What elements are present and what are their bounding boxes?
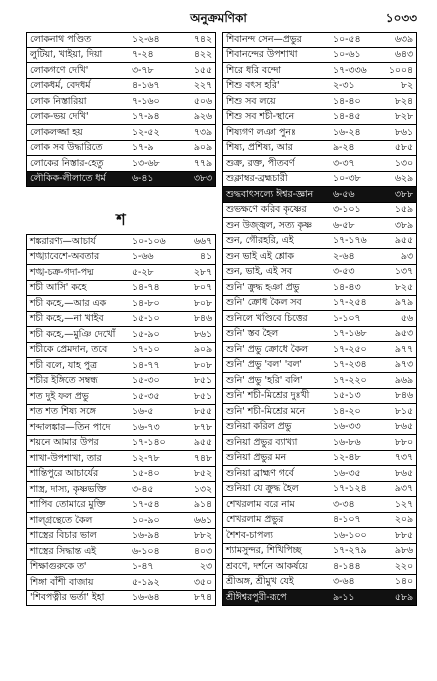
entry-text: শুনি' স্তব হৈল	[226, 328, 279, 340]
entry-reference: ১৬-৬৪	[132, 592, 160, 604]
entry-reference: ১-১০৭	[333, 312, 361, 324]
entry-reference: ১৬-৮৬	[333, 436, 361, 448]
entry-text: শুভক্ষণে করিব কৃষ্ণের	[226, 204, 307, 216]
entry-reference: ৫-১৯২	[132, 576, 160, 588]
entry-text: শাস্ত্রের সিদ্ধান্ত এই	[30, 545, 96, 557]
entry-reference: ৪-১০৭	[333, 514, 361, 526]
entry-text: শ্রীঅঙ্গ, শ্রীমুখ যেই	[226, 576, 294, 588]
entry-page: ৮৫১	[193, 390, 212, 402]
entry-page: ১৪০	[394, 576, 413, 588]
index-entry	[222, 404, 417, 420]
entry-reference: ৭-১৬০	[132, 95, 160, 107]
entry-page: ৮৪৬	[193, 313, 212, 325]
index-entry	[26, 48, 216, 64]
entry-reference: ১৩-৬৮	[132, 157, 160, 169]
index-entry	[222, 466, 417, 482]
index-entry	[222, 265, 417, 281]
entry-reference: ১৬-৫	[132, 406, 154, 418]
right-column	[222, 32, 417, 606]
entry-text: শুক্লাম্বর-ব্রহ্মচারী	[226, 173, 288, 185]
entry-text: শুদ্ধবাৎসল্যে ঈশ্বর-জ্ঞান	[226, 188, 314, 200]
entry-text: শ্রবণে, দর্শনে আকর্ষয়ে	[226, 560, 308, 572]
entry-text: শুনি' প্রভু ক্রোধে কৈল	[226, 343, 308, 355]
index-entry	[222, 544, 417, 560]
entry-page: ৮২	[400, 80, 413, 92]
entry-text: শাখা-উপশাখা, তার	[30, 452, 102, 464]
entry-page: ৮৬১	[394, 126, 413, 138]
entry-page: ৩৮৩	[193, 173, 212, 185]
entry-reference: ১৭-২৫৪	[333, 297, 367, 309]
index-entry	[222, 373, 417, 389]
entry-reference: ৩-৬৪	[333, 576, 355, 588]
entry-page: ৮২৪	[394, 95, 413, 107]
index-entry	[26, 94, 216, 110]
entry-page: ৬৪৩	[394, 49, 413, 61]
entry-reference: ১৭-৯৪	[132, 111, 160, 123]
index-entry	[222, 203, 417, 219]
entry-reference: ১৫-১৩	[333, 390, 361, 402]
index-entry	[26, 498, 216, 514]
entry-page: ৬৩৯	[394, 34, 413, 46]
index-entry	[222, 141, 417, 157]
entry-page: ৮৮০	[394, 436, 413, 448]
index-entry	[222, 63, 417, 79]
index-entry	[26, 296, 216, 312]
entry-text: শিক্ষাগুরুকে ত'	[30, 561, 87, 573]
entry-reference: ১৭-২৫০	[333, 343, 367, 355]
index-entry	[26, 560, 216, 576]
index-entry	[26, 234, 216, 250]
index-entry	[222, 575, 417, 591]
index-entry	[26, 575, 216, 591]
entry-text: শিশু সব লয়ে	[226, 95, 276, 107]
entry-page: ১৫৯	[394, 204, 413, 216]
entry-text: লোকের নিস্তার-হেতু	[30, 157, 104, 169]
index-entry	[26, 312, 216, 328]
entry-reference: ১৭-১৭৬	[333, 235, 367, 247]
index-entry	[222, 94, 417, 110]
entry-page: ১৩৭	[394, 266, 413, 278]
entry-page: ৯৩৭	[394, 483, 413, 495]
entry-reference: ৩-৫৩	[333, 266, 355, 278]
entry-text: শুনিয়া প্রভুর মন	[226, 452, 286, 464]
entry-page: ৯৭৯	[394, 297, 413, 309]
entry-page: ৮২৫	[394, 281, 413, 293]
index-entry	[222, 451, 417, 467]
entry-reference: ১-৬৬	[132, 251, 154, 263]
index-entry	[26, 389, 216, 405]
index-entry	[26, 544, 216, 560]
entry-text: শুন, ভাই, এই সব	[226, 266, 293, 278]
entry-reference: ৬-৫৮	[333, 219, 355, 231]
page-title: অনুক্রমণিকা	[190, 11, 247, 25]
entry-text: শত শত শিষ্য সঙ্গে	[30, 406, 96, 418]
entry-text: শচী কহে,—না খাইব	[30, 313, 104, 325]
entry-text: শুনি' শচী-মিশ্রের মনে	[226, 405, 306, 417]
entry-page: ৭৪৮	[193, 452, 212, 464]
index-entry	[222, 482, 417, 498]
index-entry	[222, 327, 417, 343]
entry-text: শচী কহে,—মুঞি দেখোঁ	[30, 328, 116, 340]
entry-text: লুটিয়া, খাইয়া, দিয়া	[30, 49, 103, 61]
entry-text: শচী কহে,—আর এক	[30, 297, 106, 309]
entry-page: ৯০৯	[193, 142, 212, 154]
entry-page: ৪০৩	[193, 545, 212, 557]
entry-reference: ১৭-১২৪	[333, 483, 367, 495]
index-entry	[26, 63, 216, 79]
index-entry	[26, 529, 216, 545]
entry-reference: ১৬-৩৩	[333, 421, 361, 433]
entry-reference: ১৬-৯৪	[132, 530, 160, 542]
entry-page: ৯৮৬	[394, 545, 413, 557]
index-entry	[26, 374, 216, 390]
entry-reference: ১২-৬৪	[132, 34, 160, 46]
index-entry	[26, 172, 216, 188]
entry-reference: ৬-৪১	[132, 173, 154, 185]
entry-text: লৌকিক-লীলাতে ধর্ম	[30, 173, 106, 185]
entry-text: শাপিব তোমারে মুক্তি	[30, 499, 106, 511]
entry-page: ৩৫০	[193, 576, 212, 588]
index-entry	[26, 405, 216, 421]
entry-text: শঙ্করারণ্য—আচার্য	[30, 236, 96, 248]
entry-page: ২৩	[199, 561, 212, 573]
entry-reference: ৩-১০১	[333, 204, 361, 216]
entry-page: ৯৫৫	[193, 437, 212, 449]
index-entry	[222, 590, 417, 606]
index-entry	[26, 250, 216, 266]
entry-text: শিরে ধরি বন্দো	[226, 64, 281, 76]
index-entry	[26, 467, 216, 483]
section-heading: শ	[116, 210, 126, 229]
entry-text: শেখরলাম বরে নাম	[226, 498, 295, 510]
entry-reference: ২-৬৪	[333, 250, 355, 262]
entry-text: শুনিলে খণ্ডিবে চিত্তের	[226, 312, 308, 324]
index-entry	[222, 156, 417, 172]
index-entry	[222, 172, 417, 188]
entry-page: ৮২৮	[394, 111, 413, 123]
entry-reference: ১০-৩৮	[333, 173, 361, 185]
entry-text: শচীর ইঙ্গিতে সম্বন্ধ	[30, 375, 98, 387]
entry-page: ৮০৭	[193, 282, 212, 294]
entry-page: ৮৪৬	[394, 390, 413, 402]
entry-reference: ১৭-২২০	[333, 374, 367, 386]
entry-reference: ৬-১০৪	[132, 545, 160, 557]
entry-page: ৯৬৯	[394, 374, 413, 386]
entry-text: শঙ্খ্যাবেশে-অবতার	[30, 251, 100, 263]
entry-page: ৯৩	[400, 250, 413, 262]
entry-reference: ১৭-২৩৪	[333, 359, 367, 371]
index-entry	[26, 451, 216, 467]
entry-reference: ৩-৭৮	[132, 64, 154, 76]
entry-reference: ১৭-৯	[132, 142, 154, 154]
entry-page: ৮৫৫	[193, 406, 212, 418]
entry-page: ৮৬৫	[394, 421, 413, 433]
entry-text: শাস্ত্রের বিচার ভাল	[30, 530, 97, 542]
index-entry	[26, 513, 216, 529]
index-entry	[26, 591, 216, 607]
entry-text: শচী আসি' কহে	[30, 282, 87, 294]
entry-reference: ১৭-১৪০	[132, 437, 166, 449]
entry-page: ৫০৬	[193, 95, 212, 107]
entry-reference: ৯-১১	[333, 591, 355, 603]
index-entry	[26, 327, 216, 343]
entry-reference: ১৭-৫৪	[132, 499, 160, 511]
entry-text: শঙ্খ-চক্র-গদা-পদ্ম	[30, 266, 94, 278]
entry-page: ৮৭৮	[193, 421, 212, 433]
index-entry	[222, 559, 417, 575]
entry-text: শব্দালঙ্কার—তিন পাদে	[30, 421, 111, 433]
entry-page: ১৫৫	[193, 64, 212, 76]
entry-text: শুনি' ক্রোধ কৈল সব	[226, 297, 302, 309]
entry-text: শুনি' প্রভু 'বল' 'বল'	[226, 359, 302, 371]
index-entry	[222, 79, 417, 95]
entry-reference: ১৭-২৭৯	[333, 545, 367, 557]
entry-reference: ১৪-৪৫	[333, 111, 361, 123]
entry-text: শুন, গৌরহরি, এই	[226, 235, 294, 247]
entry-text: শাস্ত্র, দাস্য, কৃষ্ণভক্তি	[30, 483, 107, 495]
entry-reference: ১৪-৭৪	[132, 282, 160, 294]
entry-reference: ১০-১০৬	[132, 236, 166, 248]
entry-reference: ৪-১৬৭	[132, 80, 160, 92]
entry-reference: ১৫-৩০	[132, 375, 160, 387]
entry-page: ৯৭৭	[394, 343, 413, 355]
entry-page: ৫৮৫	[394, 142, 413, 154]
index-entry	[26, 436, 216, 452]
entry-page: ৫৬	[400, 312, 413, 324]
entry-page: ৮০৮	[193, 359, 212, 371]
entry-page: ৭৭৯	[193, 157, 212, 169]
entry-page: ২২৭	[193, 80, 212, 92]
index-entry	[222, 280, 417, 296]
entry-text: শ্রীঈশ্বরপুরী-রূপে	[226, 591, 287, 603]
index-entry	[222, 32, 417, 48]
entry-text: 'শিবপত্নীর ভর্তা' ইহা	[30, 592, 105, 604]
entry-page: ১৩২	[193, 483, 212, 495]
entry-reference: ১৪-৭৭	[132, 359, 160, 371]
entry-text: লোক নিস্তারিয়া	[30, 95, 87, 107]
entry-page: ১৩০	[394, 157, 413, 169]
entry-reference: ১৭-৩৩৬	[333, 64, 367, 76]
entry-text: শান্তিপুরে আচার্যের	[30, 468, 99, 480]
entry-reference: ৫-২৮	[132, 266, 154, 278]
index-entry	[222, 513, 417, 529]
entry-text: শয়নে আমার উপর	[30, 437, 99, 449]
entry-page: ২০৯	[394, 514, 413, 526]
entry-page: ১২৭	[394, 498, 413, 510]
entry-text: শচী বলে, যাহ পুত্র	[30, 359, 97, 371]
entry-page: ৮৫২	[193, 468, 212, 480]
entry-reference: ৪-১৪৪	[333, 560, 361, 572]
entry-text: শুন উজ্জ্বল, সত্য কৃষ্ণ	[226, 219, 312, 231]
entry-reference: ১৬-৩৫	[333, 467, 361, 479]
entry-page: ২২০	[394, 560, 413, 572]
entry-reference: ১৫-৪০	[132, 468, 160, 480]
entry-page: ৯৫৫	[394, 235, 413, 247]
entry-page: ৬৬৭	[193, 236, 212, 248]
index-entry	[222, 218, 417, 234]
left-column-top	[26, 32, 216, 187]
entry-reference: ১৫-১০	[132, 313, 160, 325]
entry-page: ৮৮৫	[394, 529, 413, 541]
entry-text: শৈশব-চাপল্য	[226, 529, 273, 541]
index-entry	[222, 234, 417, 250]
index-entry	[26, 482, 216, 498]
entry-reference: ১৪-৪০	[333, 95, 361, 107]
index-entry	[26, 141, 216, 157]
entry-page: ৬২৯	[394, 173, 413, 185]
index-entry	[222, 420, 417, 436]
entry-page: ৯৭৩	[394, 359, 413, 371]
index-entry	[222, 296, 417, 312]
entry-text: শাল্গ্রন্থেতে কৈল	[30, 514, 93, 526]
entry-text: লোকগণে দেখি'	[30, 64, 89, 76]
index-entry	[26, 265, 216, 281]
entry-text: লোকলজ্জা হয়	[30, 126, 83, 138]
entry-page: ৪২২	[193, 49, 212, 61]
entry-reference: ১৫-৩৫	[132, 390, 160, 402]
index-entry	[26, 32, 216, 48]
entry-text: শুক্র, রক্ত, পীতবর্ণ	[226, 157, 295, 169]
entry-reference: ১৫-৯০	[132, 328, 160, 340]
entry-page: ৭৩৭	[394, 452, 413, 464]
entry-page: ৩৮৮	[394, 188, 413, 200]
entry-text: শিবানন্দ সেন—প্রভুর	[226, 34, 302, 46]
entry-page: ৯১৪	[193, 499, 212, 511]
entry-reference: ৩-৩৭	[333, 157, 355, 169]
entry-text: শেখরলাম প্রভুর	[226, 514, 284, 526]
entry-reference: ১৭-১৬৮	[333, 328, 367, 340]
entry-reference: ১৪-৮০	[132, 297, 160, 309]
index-entry	[222, 435, 417, 451]
entry-text: লোক-ভয় দেখি'	[30, 111, 89, 123]
entry-reference: ১৬-৭৩	[132, 421, 160, 433]
entry-page: ৫৮৯	[394, 591, 413, 603]
entry-text: শিবানন্দের উপশাখা	[226, 49, 298, 61]
entry-page: ২৮৭	[193, 266, 212, 278]
entry-reference: ১৬-১০০	[333, 529, 367, 541]
entry-page: ৯৫৩	[394, 328, 413, 340]
entry-text: শুনি' প্রভু 'হরি' বলি'	[226, 374, 303, 386]
entry-text: শুন ভাই এই শ্লোক	[226, 250, 294, 262]
index-entry	[222, 110, 417, 126]
entry-page: ৮৫১	[193, 375, 212, 387]
entry-reference: ১৪-৪৩	[333, 281, 361, 293]
entry-reference: ৩-৪৫	[132, 483, 154, 495]
entry-text: শুনিয়া ব্রাহ্মণ গর্বে	[226, 467, 294, 479]
entry-reference: ২-৩১	[333, 80, 355, 92]
entry-reference: ১২-৪৮	[333, 452, 361, 464]
index-entry	[26, 79, 216, 95]
entry-text: শিষ্যগণ লঞা পুনঃ	[226, 126, 296, 138]
index-entry	[26, 110, 216, 126]
entry-reference: ১০-৬১	[333, 49, 361, 61]
entry-text: শুনি' শচী-মিশ্রের দুঃখী	[226, 390, 310, 402]
index-entry	[222, 187, 417, 203]
entry-text: শুনিয়া প্রভুর ব্যাখ্যা	[226, 436, 298, 448]
entry-page: ৮৬১	[193, 328, 212, 340]
entry-reference: ৭-২৪	[132, 49, 154, 61]
entry-reference: ৯-২৪	[333, 142, 355, 154]
entry-reference: ১২-৫২	[132, 126, 160, 138]
entry-reference: ১০-৯০	[132, 514, 160, 526]
index-entry	[222, 389, 417, 405]
index-entry	[26, 125, 216, 141]
entry-page: ১০০৪	[388, 64, 413, 76]
entry-page: ৬৬১	[193, 514, 212, 526]
index-entry	[222, 342, 417, 358]
entry-text: লোক সব উদ্ধারিতে	[30, 142, 103, 154]
entry-reference: ১৬-২৪	[333, 126, 361, 138]
index-entry	[26, 343, 216, 359]
entry-reference: ১৪-২০	[333, 405, 361, 417]
entry-text: শচীকে প্রেমদান, তবে	[30, 344, 108, 356]
entry-text: শুনিয়া যে ক্রুদ্ধ হৈল	[226, 483, 299, 495]
entry-text: শুনিয়া করিল প্রভু	[226, 421, 292, 433]
index-entry	[222, 249, 417, 265]
entry-reference: ৩-৩৪	[333, 498, 355, 510]
entry-page: ৮০৮	[193, 297, 212, 309]
entry-page: ৮৬৫	[394, 467, 413, 479]
entry-page: ৮৭৪	[193, 592, 212, 604]
entry-reference: ৬-৫৬	[333, 188, 355, 200]
entry-reference: ১-৪৭	[132, 561, 154, 573]
entry-page: ৪১	[199, 251, 212, 263]
entry-text: শ্যামসুন্দর, শিখিপিচ্ছ	[226, 545, 302, 557]
index-entry	[222, 497, 417, 513]
index-entry	[222, 48, 417, 64]
entry-page: ৭৩৯	[193, 126, 212, 138]
entry-text: শিষ্য, প্রশিষ্য, আর	[226, 142, 293, 154]
entry-text: লোকনাথ পণ্ডিত	[30, 34, 91, 46]
index-entry	[222, 125, 417, 141]
entry-reference: ১৭-১০	[132, 344, 160, 356]
entry-text: শত দুই ফল প্রভু	[30, 390, 89, 402]
index-entry	[26, 358, 216, 374]
entry-page: ৯০৯	[193, 344, 212, 356]
index-entry	[26, 156, 216, 172]
index-entry	[222, 358, 417, 374]
entry-reference: ১২-৭৮	[132, 452, 160, 464]
entry-page: ৮৮২	[193, 530, 212, 542]
entry-page: ৩৮৯	[394, 219, 413, 231]
entry-text: শিশু সব শচী-স্থানে	[226, 111, 295, 123]
left-column-bottom	[26, 234, 216, 606]
entry-text: লোকধর্ম, বেদধর্ম	[30, 80, 91, 92]
entry-page: ৯২৬	[193, 111, 212, 123]
index-entry	[222, 311, 417, 327]
index-entry	[222, 528, 417, 544]
index-entry	[26, 281, 216, 297]
entry-text: শুনি' ক্রুদ্ধ হঞা প্রভু	[226, 281, 300, 293]
entry-text: শিশু বৎস হরি'	[226, 80, 280, 92]
entry-page: ৮১৫	[394, 405, 413, 417]
entry-reference: ১০-৫৪	[333, 34, 361, 46]
entry-page: ৭৪২	[193, 34, 212, 46]
entry-text: শিঙ্গা বাঁশী বাজায়	[30, 576, 94, 588]
index-entry	[26, 420, 216, 436]
page-number: ১০৩৩	[385, 11, 417, 25]
